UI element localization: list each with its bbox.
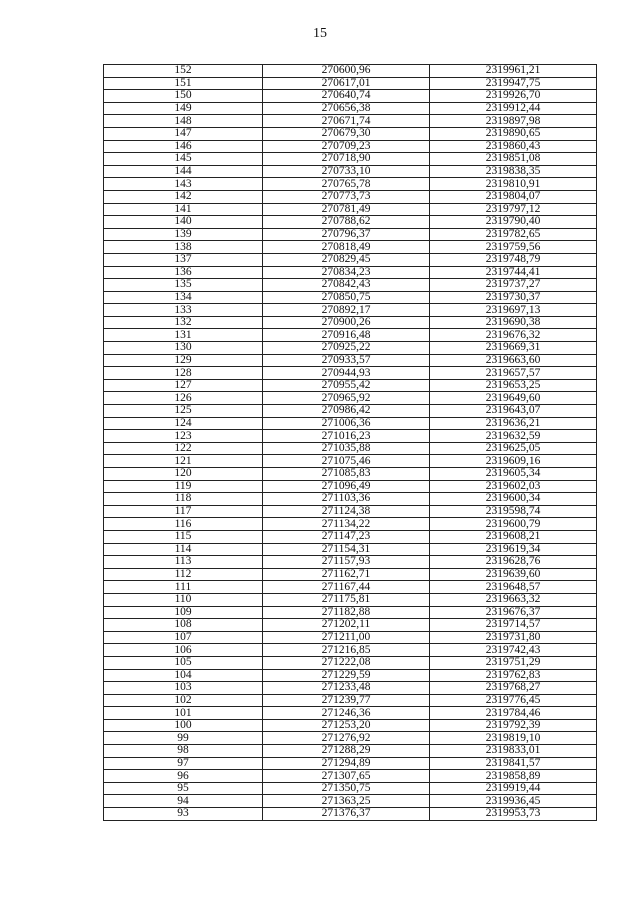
y-coordinate-cell: 2319748,79 [430, 253, 597, 266]
x-coordinate-cell: 271147,23 [263, 530, 430, 543]
x-coordinate-cell: 271350,75 [263, 782, 430, 795]
x-coordinate-cell: 271016,23 [263, 430, 430, 443]
y-coordinate-cell: 2319600,34 [430, 493, 597, 506]
point-number-cell: 142 [104, 190, 263, 203]
table-row [104, 694, 597, 707]
x-coordinate-cell: 271202,11 [263, 619, 430, 632]
point-number-cell: 95 [104, 782, 263, 795]
y-coordinate-cell: 2319912,44 [430, 102, 597, 115]
table-row [104, 644, 597, 657]
x-coordinate-cell: 270834,23 [263, 266, 430, 279]
table-row [104, 593, 597, 606]
x-coordinate-cell: 270718,90 [263, 153, 430, 166]
x-coordinate-cell: 270916,48 [263, 329, 430, 342]
x-coordinate-cell: 271154,31 [263, 543, 430, 556]
point-number-cell: 106 [104, 644, 263, 657]
point-number-cell: 108 [104, 619, 263, 632]
point-number-cell: 93 [104, 808, 263, 821]
x-coordinate-cell: 270788,62 [263, 216, 430, 229]
point-number-cell: 130 [104, 342, 263, 355]
x-coordinate-cell: 271162,71 [263, 568, 430, 581]
point-number-cell: 114 [104, 543, 263, 556]
table-row [104, 631, 597, 644]
y-coordinate-cell: 2319851,08 [430, 153, 597, 166]
table-row [104, 266, 597, 279]
point-number-cell: 102 [104, 694, 263, 707]
table-row [104, 279, 597, 292]
table-row [104, 178, 597, 191]
point-number-cell: 152 [104, 65, 263, 78]
y-coordinate-cell: 2319776,45 [430, 694, 597, 707]
table-row [104, 90, 597, 103]
x-coordinate-cell: 271075,46 [263, 455, 430, 468]
x-coordinate-cell: 271307,65 [263, 770, 430, 783]
table-row [104, 442, 597, 455]
table-row [104, 304, 597, 317]
point-number-cell: 145 [104, 153, 263, 166]
x-coordinate-cell: 271276,92 [263, 732, 430, 745]
x-coordinate-cell: 270773,73 [263, 190, 430, 203]
table-row [104, 757, 597, 770]
table-row [104, 392, 597, 405]
y-coordinate-cell: 2319833,01 [430, 745, 597, 758]
table-row [104, 530, 597, 543]
y-coordinate-cell: 2319653,25 [430, 379, 597, 392]
x-coordinate-cell: 270733,10 [263, 165, 430, 178]
table-row [104, 568, 597, 581]
y-coordinate-cell: 2319648,57 [430, 581, 597, 594]
point-number-cell: 136 [104, 266, 263, 279]
table-row [104, 556, 597, 569]
table-row [104, 518, 597, 531]
y-coordinate-cell: 2319919,44 [430, 782, 597, 795]
y-coordinate-cell: 2319782,65 [430, 228, 597, 241]
table-row [104, 65, 597, 78]
y-coordinate-cell: 2319619,34 [430, 543, 597, 556]
x-coordinate-cell: 271006,36 [263, 417, 430, 430]
point-number-cell: 97 [104, 757, 263, 770]
x-coordinate-cell: 270955,42 [263, 379, 430, 392]
table-row [104, 316, 597, 329]
x-coordinate-cell: 271182,88 [263, 606, 430, 619]
point-number-cell: 147 [104, 127, 263, 140]
point-number-cell: 119 [104, 480, 263, 493]
x-coordinate-cell: 271253,20 [263, 719, 430, 732]
point-number-cell: 94 [104, 795, 263, 808]
point-number-cell: 103 [104, 682, 263, 695]
table-row [104, 505, 597, 518]
y-coordinate-cell: 2319636,21 [430, 417, 597, 430]
x-coordinate-cell: 271103,36 [263, 493, 430, 506]
point-number-cell: 98 [104, 745, 263, 758]
y-coordinate-cell: 2319953,73 [430, 808, 597, 821]
x-coordinate-cell: 271157,93 [263, 556, 430, 569]
y-coordinate-cell: 2319926,70 [430, 90, 597, 103]
x-coordinate-cell: 270656,38 [263, 102, 430, 115]
point-number-cell: 135 [104, 279, 263, 292]
table-row [104, 468, 597, 481]
x-coordinate-cell: 271124,38 [263, 505, 430, 518]
point-number-cell: 146 [104, 140, 263, 153]
y-coordinate-cell: 2319947,75 [430, 77, 597, 90]
point-number-cell: 101 [104, 707, 263, 720]
y-coordinate-cell: 2319792,39 [430, 719, 597, 732]
y-coordinate-cell: 2319810,91 [430, 178, 597, 191]
y-coordinate-cell: 2319797,12 [430, 203, 597, 216]
point-number-cell: 99 [104, 732, 263, 745]
table-row [104, 329, 597, 342]
y-coordinate-cell: 2319676,32 [430, 329, 597, 342]
table-row [104, 216, 597, 229]
table-row [104, 745, 597, 758]
point-number-cell: 125 [104, 405, 263, 418]
table-row [104, 606, 597, 619]
y-coordinate-cell: 2319742,43 [430, 644, 597, 657]
x-coordinate-cell: 271096,49 [263, 480, 430, 493]
point-number-cell: 128 [104, 367, 263, 380]
point-number-cell: 126 [104, 392, 263, 405]
x-coordinate-cell: 270892,17 [263, 304, 430, 317]
table-row [104, 707, 597, 720]
x-coordinate-cell: 271239,77 [263, 694, 430, 707]
table-row [104, 153, 597, 166]
x-coordinate-cell: 271363,25 [263, 795, 430, 808]
point-number-cell: 138 [104, 241, 263, 254]
table-row [104, 102, 597, 115]
y-coordinate-cell: 2319625,05 [430, 442, 597, 455]
table-row [104, 140, 597, 153]
y-coordinate-cell: 2319639,60 [430, 568, 597, 581]
x-coordinate-cell: 270709,23 [263, 140, 430, 153]
y-coordinate-cell: 2319608,21 [430, 530, 597, 543]
table-row [104, 619, 597, 632]
point-number-cell: 150 [104, 90, 263, 103]
point-number-cell: 111 [104, 581, 263, 594]
x-coordinate-cell: 271229,59 [263, 669, 430, 682]
y-coordinate-cell: 2319676,37 [430, 606, 597, 619]
table-row [104, 241, 597, 254]
x-coordinate-cell: 270781,49 [263, 203, 430, 216]
point-number-cell: 121 [104, 455, 263, 468]
y-coordinate-cell: 2319731,80 [430, 631, 597, 644]
y-coordinate-cell: 2319628,76 [430, 556, 597, 569]
point-number-cell: 96 [104, 770, 263, 783]
x-coordinate-cell: 270617,01 [263, 77, 430, 90]
x-coordinate-cell: 270900,26 [263, 316, 430, 329]
point-number-cell: 109 [104, 606, 263, 619]
y-coordinate-cell: 2319936,45 [430, 795, 597, 808]
point-number-cell: 132 [104, 316, 263, 329]
y-coordinate-cell: 2319605,34 [430, 468, 597, 481]
y-coordinate-cell: 2319643,07 [430, 405, 597, 418]
point-number-cell: 151 [104, 77, 263, 90]
y-coordinate-cell: 2319649,60 [430, 392, 597, 405]
y-coordinate-cell: 2319730,37 [430, 291, 597, 304]
table-row [104, 127, 597, 140]
point-number-cell: 118 [104, 493, 263, 506]
x-coordinate-cell: 270850,75 [263, 291, 430, 304]
table-row [104, 795, 597, 808]
point-number-cell: 112 [104, 568, 263, 581]
table-row [104, 354, 597, 367]
y-coordinate-cell: 2319759,56 [430, 241, 597, 254]
table-row [104, 367, 597, 380]
x-coordinate-cell: 271216,85 [263, 644, 430, 657]
table-row [104, 430, 597, 443]
y-coordinate-cell: 2319790,40 [430, 216, 597, 229]
y-coordinate-cell: 2319858,89 [430, 770, 597, 783]
y-coordinate-cell: 2319784,46 [430, 707, 597, 720]
point-number-cell: 133 [104, 304, 263, 317]
point-number-cell: 120 [104, 468, 263, 481]
table-row [104, 253, 597, 266]
table-row [104, 405, 597, 418]
y-coordinate-cell: 2319598,74 [430, 505, 597, 518]
table-row [104, 342, 597, 355]
point-number-cell: 141 [104, 203, 263, 216]
y-coordinate-cell: 2319609,16 [430, 455, 597, 468]
point-number-cell: 122 [104, 442, 263, 455]
point-number-cell: 129 [104, 354, 263, 367]
x-coordinate-cell: 270640,74 [263, 90, 430, 103]
point-number-cell: 134 [104, 291, 263, 304]
page-number: 15 [313, 26, 327, 41]
y-coordinate-cell: 2319714,57 [430, 619, 597, 632]
x-coordinate-cell: 271222,08 [263, 656, 430, 669]
x-coordinate-cell: 270842,43 [263, 279, 430, 292]
point-number-cell: 143 [104, 178, 263, 191]
x-coordinate-cell: 270796,37 [263, 228, 430, 241]
point-number-cell: 140 [104, 216, 263, 229]
y-coordinate-cell: 2319762,83 [430, 669, 597, 682]
table-row [104, 732, 597, 745]
table-row [104, 669, 597, 682]
point-number-cell: 139 [104, 228, 263, 241]
table-row [104, 581, 597, 594]
x-coordinate-cell: 270986,42 [263, 405, 430, 418]
y-coordinate-cell: 2319663,32 [430, 593, 597, 606]
point-number-cell: 123 [104, 430, 263, 443]
point-number-cell: 144 [104, 165, 263, 178]
table-row [104, 165, 597, 178]
x-coordinate-cell: 271294,89 [263, 757, 430, 770]
table-row [104, 228, 597, 241]
point-number-cell: 148 [104, 115, 263, 128]
y-coordinate-cell: 2319819,10 [430, 732, 597, 745]
point-number-cell: 113 [104, 556, 263, 569]
table-row [104, 203, 597, 216]
point-number-cell: 107 [104, 631, 263, 644]
y-coordinate-cell: 2319663,60 [430, 354, 597, 367]
table-row [104, 770, 597, 783]
point-number-cell: 104 [104, 669, 263, 682]
x-coordinate-cell: 271288,29 [263, 745, 430, 758]
x-coordinate-cell: 271134,22 [263, 518, 430, 531]
y-coordinate-cell: 2319841,57 [430, 757, 597, 770]
x-coordinate-cell: 271035,88 [263, 442, 430, 455]
point-number-cell: 124 [104, 417, 263, 430]
point-number-cell: 116 [104, 518, 263, 531]
y-coordinate-cell: 2319751,29 [430, 656, 597, 669]
table-row [104, 190, 597, 203]
y-coordinate-cell: 2319768,27 [430, 682, 597, 695]
y-coordinate-cell: 2319632,59 [430, 430, 597, 443]
table-row [104, 808, 597, 821]
table-row [104, 115, 597, 128]
y-coordinate-cell: 2319804,07 [430, 190, 597, 203]
table-row [104, 77, 597, 90]
point-number-cell: 131 [104, 329, 263, 342]
table-row [104, 656, 597, 669]
x-coordinate-cell: 270944,93 [263, 367, 430, 380]
x-coordinate-cell: 271085,83 [263, 468, 430, 481]
point-number-cell: 117 [104, 505, 263, 518]
x-coordinate-cell: 271376,37 [263, 808, 430, 821]
table-row [104, 480, 597, 493]
coordinates-table-body [104, 65, 597, 821]
table-row [104, 782, 597, 795]
table-row [104, 543, 597, 556]
x-coordinate-cell: 271211,00 [263, 631, 430, 644]
x-coordinate-cell: 270765,78 [263, 178, 430, 191]
y-coordinate-cell: 2319838,35 [430, 165, 597, 178]
y-coordinate-cell: 2319669,31 [430, 342, 597, 355]
y-coordinate-cell: 2319697,13 [430, 304, 597, 317]
y-coordinate-cell: 2319602,03 [430, 480, 597, 493]
y-coordinate-cell: 2319600,79 [430, 518, 597, 531]
table-row [104, 379, 597, 392]
table-row [104, 719, 597, 732]
table-row [104, 455, 597, 468]
y-coordinate-cell: 2319860,43 [430, 140, 597, 153]
point-number-cell: 149 [104, 102, 263, 115]
point-number-cell: 127 [104, 379, 263, 392]
y-coordinate-cell: 2319744,41 [430, 266, 597, 279]
x-coordinate-cell: 271233,48 [263, 682, 430, 695]
x-coordinate-cell: 270600,96 [263, 65, 430, 78]
y-coordinate-cell: 2319657,57 [430, 367, 597, 380]
x-coordinate-cell: 270818,49 [263, 241, 430, 254]
x-coordinate-cell: 270933,57 [263, 354, 430, 367]
x-coordinate-cell: 270925,22 [263, 342, 430, 355]
table-row [104, 493, 597, 506]
y-coordinate-cell: 2319890,65 [430, 127, 597, 140]
y-coordinate-cell: 2319737,27 [430, 279, 597, 292]
table-row [104, 682, 597, 695]
x-coordinate-cell: 270965,92 [263, 392, 430, 405]
x-coordinate-cell: 270829,45 [263, 253, 430, 266]
point-number-cell: 100 [104, 719, 263, 732]
table-row [104, 291, 597, 304]
x-coordinate-cell: 271175,81 [263, 593, 430, 606]
x-coordinate-cell: 270679,30 [263, 127, 430, 140]
point-number-cell: 110 [104, 593, 263, 606]
point-number-cell: 115 [104, 530, 263, 543]
table-row [104, 417, 597, 430]
point-number-cell: 137 [104, 253, 263, 266]
x-coordinate-cell: 270671,74 [263, 115, 430, 128]
coordinates-table [103, 64, 597, 821]
x-coordinate-cell: 271246,36 [263, 707, 430, 720]
x-coordinate-cell: 271167,44 [263, 581, 430, 594]
y-coordinate-cell: 2319897,98 [430, 115, 597, 128]
point-number-cell: 105 [104, 656, 263, 669]
y-coordinate-cell: 2319690,38 [430, 316, 597, 329]
y-coordinate-cell: 2319961,21 [430, 65, 597, 78]
